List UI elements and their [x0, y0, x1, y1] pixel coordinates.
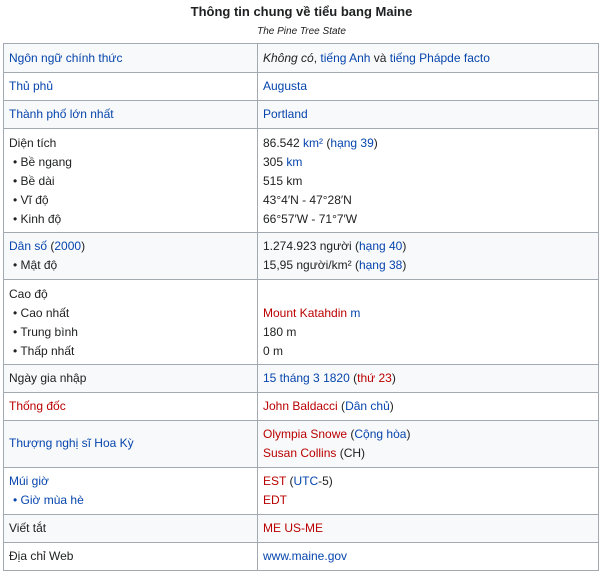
- row-timezone: [4, 468, 599, 515]
- row-elevation: [4, 280, 599, 365]
- label-governor[interactable]: [4, 393, 258, 421]
- mount-katahdin-link[interactable]: Mount Katahdin: [263, 306, 348, 320]
- density-label: • Mật độ: [13, 258, 58, 272]
- edt-link[interactable]: EDT: [263, 493, 287, 507]
- longitude-value: 66°57′W - 71°7′W: [263, 212, 358, 226]
- paren-close: ): [81, 239, 86, 253]
- population-rank-link[interactable]: hạng 40: [358, 239, 403, 253]
- value-elevation: [258, 280, 599, 365]
- paren-open: (: [337, 399, 346, 413]
- row-admission: [4, 365, 599, 393]
- value-timezone: [258, 468, 599, 515]
- paren-open: (: [286, 474, 294, 488]
- year-1820-link[interactable]: 1820: [323, 371, 350, 385]
- conjunction: và: [370, 51, 390, 65]
- est-link[interactable]: EST: [263, 474, 287, 488]
- latitude-label: • Vĩ độ: [13, 193, 49, 207]
- value-senators: [258, 421, 599, 468]
- admission-rank-link[interactable]: thứ 23: [357, 371, 392, 385]
- governor-link[interactable]: Thống đốc: [9, 399, 66, 413]
- label-timezone: [4, 468, 258, 515]
- democratic-party-link[interactable]: Dân chủ: [345, 399, 390, 413]
- density-number: 15,95 người/km² (: [263, 258, 359, 272]
- infobox-table: [3, 43, 599, 571]
- value-website[interactable]: [258, 543, 599, 571]
- value-admission: [258, 365, 599, 393]
- row-area: [4, 129, 599, 233]
- km2-link[interactable]: km²: [303, 136, 324, 150]
- label-population: [4, 233, 258, 280]
- label-elevation: [4, 280, 258, 365]
- area-value: [263, 134, 593, 153]
- capital-link[interactable]: Thủ phủ: [9, 79, 54, 93]
- population-link[interactable]: Dân số: [9, 239, 48, 253]
- us-me-link[interactable]: US-ME: [284, 521, 324, 535]
- senator-2: [263, 444, 593, 463]
- population-value: [263, 237, 593, 256]
- lowest-label: • Thấp nhất: [13, 344, 75, 358]
- label-largest-city[interactable]: [4, 101, 258, 129]
- utc-link[interactable]: UTC: [293, 474, 319, 488]
- value-governor: [258, 393, 599, 421]
- utc-offset: -5): [318, 474, 333, 488]
- infobox-caption: Thông tin chung về tiểu bang Maine: [190, 4, 413, 19]
- french-link[interactable]: tiếng Pháp: [389, 51, 448, 65]
- elevation-empty: [263, 285, 593, 304]
- mean-label: • Trung bình: [13, 325, 78, 339]
- row-largest-city: [4, 101, 599, 129]
- row-governor: [4, 393, 599, 421]
- meter-link[interactable]: m: [347, 306, 361, 320]
- density-value: [263, 256, 593, 275]
- value-largest-city[interactable]: [258, 101, 599, 129]
- english-link[interactable]: tiếng Anh: [320, 51, 371, 65]
- area-rank-link[interactable]: hạng 39: [330, 136, 374, 150]
- width-value: [263, 153, 593, 172]
- senator-1: [263, 425, 593, 444]
- augusta-link[interactable]: Augusta: [263, 79, 308, 93]
- density-rank-link[interactable]: hạng 38: [358, 258, 403, 272]
- infobox-subtitle: The Pine Tree State: [257, 26, 346, 37]
- width-number: 305: [263, 155, 287, 169]
- paren-close: ): [402, 258, 407, 272]
- label-capital[interactable]: [4, 73, 258, 101]
- label-abbreviation: Viết tắt: [4, 515, 258, 543]
- de-facto-link[interactable]: de facto: [447, 51, 490, 65]
- row-capital: [4, 73, 599, 101]
- paren-close: ): [389, 399, 394, 413]
- portland-link[interactable]: Portland: [263, 107, 308, 121]
- value-area: [258, 129, 599, 233]
- largest-city-link[interactable]: Thành phố lớn nhất: [9, 107, 114, 121]
- value-population: [258, 233, 599, 280]
- mean-value: 180 m: [263, 325, 297, 339]
- timezone-link[interactable]: Múi giờ: [9, 474, 49, 488]
- paren-open: (: [47, 239, 55, 253]
- official-language-link[interactable]: Ngôn ngữ chính thức: [9, 51, 123, 65]
- label-admission: Ngày gia nhập: [4, 365, 258, 393]
- row-abbreviation: [4, 515, 599, 543]
- timezone-value: [263, 472, 593, 491]
- latitude-value: 43°4′N - 47°28′N: [263, 193, 352, 207]
- row-official-language: [4, 44, 599, 73]
- highest-label: • Cao nhất: [13, 306, 70, 320]
- year-2000-link[interactable]: 2000: [54, 239, 82, 253]
- value-capital[interactable]: [258, 73, 599, 101]
- area-number: 86.542: [263, 136, 304, 150]
- label-official-language[interactable]: [4, 44, 258, 73]
- republican-party-link[interactable]: Cộng hòa: [354, 427, 407, 441]
- length-value: 515 km: [263, 174, 303, 188]
- value-abbreviation: [258, 515, 599, 543]
- row-website: [4, 543, 599, 571]
- paren-close: ): [391, 371, 396, 385]
- paren-close: ): [406, 427, 411, 441]
- area-label: Diện tích: [9, 136, 57, 150]
- me-link[interactable]: ME: [263, 521, 281, 535]
- john-baldacci-link[interactable]: John Baldacci: [263, 399, 338, 413]
- senators-link[interactable]: Thượng nghị sĩ Hoa Kỳ: [9, 436, 134, 450]
- paren-open: (: [349, 371, 358, 385]
- label-website: Địa chỉ Web: [4, 543, 258, 571]
- elevation-label: Cao độ: [9, 287, 48, 301]
- no-official-language: Không có: [263, 51, 314, 65]
- population-label: [9, 237, 252, 256]
- olympia-snowe-link[interactable]: Olympia Snowe: [263, 427, 348, 441]
- label-area: [4, 129, 258, 233]
- population-number: 1.274.923 người (: [263, 239, 359, 253]
- website-link[interactable]: www.maine.gov: [263, 549, 348, 563]
- label-senators[interactable]: [4, 421, 258, 468]
- value-official-language: [258, 44, 599, 73]
- longitude-label: • Kinh độ: [13, 212, 62, 226]
- km-link[interactable]: km: [286, 155, 303, 169]
- paren-close: ): [402, 239, 407, 253]
- dst-link[interactable]: • Giờ mùa hè: [13, 493, 84, 507]
- paren-close: ): [373, 136, 378, 150]
- paren-open: (: [347, 427, 355, 441]
- date-link[interactable]: 15 tháng 3: [263, 371, 320, 385]
- length-label: • Bề dài: [13, 174, 55, 188]
- paren-open: (: [323, 136, 331, 150]
- separator: ,: [313, 51, 321, 65]
- susan-collins-link[interactable]: Susan Collins: [263, 446, 337, 460]
- lowest-value: 0 m: [263, 344, 284, 358]
- width-label: • Bề ngang: [13, 155, 72, 169]
- row-population: [4, 233, 599, 280]
- row-senators: [4, 421, 599, 468]
- party-abbrev: (CH): [336, 446, 366, 460]
- highest-value: [263, 304, 593, 323]
